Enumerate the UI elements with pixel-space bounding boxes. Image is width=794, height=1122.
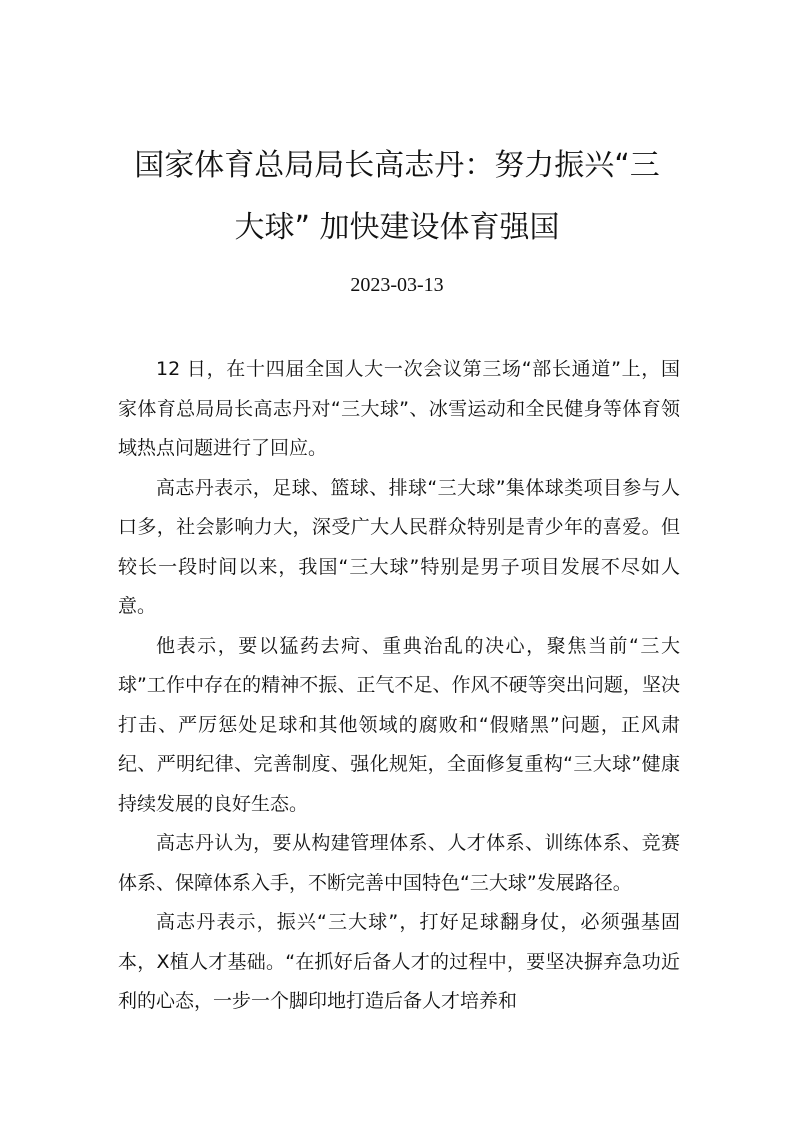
article-date: 2023-03-13 [350, 274, 444, 296]
paragraph-5: 高志丹表示，振兴“三大球”，打好足球翻身仗，必须强基固本，X植人才基础。“在抓好后备人才的过程中，要坚决摒弃急功近利的心态，一步一个脚印地打造后备人才培养和 [118, 911, 680, 1012]
paragraph-3: 他表示，要以猛药去疴、重典治乱的决心，聚焦当前“三大球”工作中存在的精神不振、正气不足、作风不硬等突出问题，坚决打击、严厉惩处足球和其他领域的腐败和“假赌黑”问题，正风肃纪、严明纪律、完善制度、强化规矩，全面修复重构“三大球”健康持续发展的良好生态。 [118, 634, 680, 815]
paragraph-1: 12 日，在十四届全国人大一次会议第三场“部长通道”上，国家体育总局局长高志丹对“三大球”、冰雪运动和全民健身等体育领域热点问题进行了回应。 [118, 358, 680, 459]
paragraph-4: 高志丹认为，要从构建管理体系、人才体系、训练体系、竞赛体系、保障体系入手，不断完善中国特色“三大球”发展路径。 [118, 832, 680, 894]
article-body [118, 350, 680, 1022]
article-title-line-2: 大球” 加快建设体育强国 [234, 210, 560, 245]
paragraph-2: 高志丹表示，足球、篮球、排球“三大球”集体球类项目参与人口多，社会影响力大，深受广大人民群众特别是青少年的喜爱。但较长一段时间以来，我国“三大球”特别是男子项目发展不尽如人意。 [118, 476, 680, 617]
article-title-line-1: 国家体育总局局长高志丹：努力振兴“三 [134, 148, 660, 183]
